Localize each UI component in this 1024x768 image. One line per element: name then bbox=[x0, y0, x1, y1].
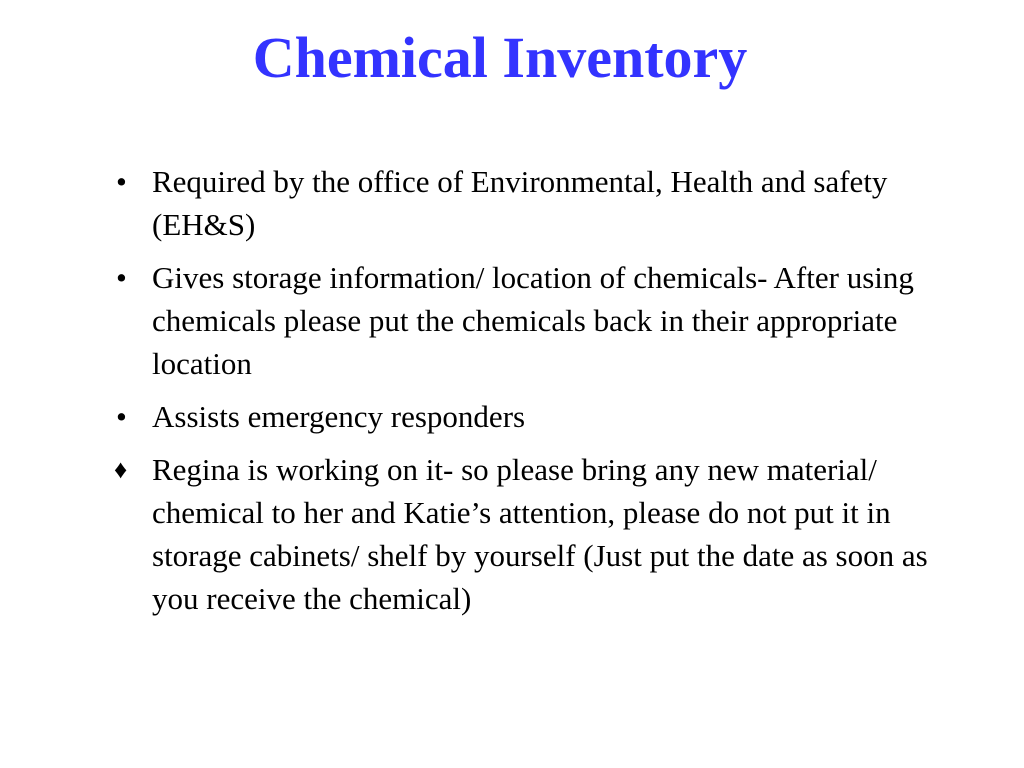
bullet-dot-icon: • bbox=[116, 260, 127, 295]
slide-title: Chemical Inventory bbox=[252, 25, 748, 90]
bullet-text: Regina is working on it- so please bring any new material/ chemical to her and Katie’s attention, please do not put it in storage cabinets/ shelf by yourself (Just put the date as soon as you receive the chemical) bbox=[152, 452, 928, 616]
bullet-text: Required by the office of Environmental, Health and safety (EH&S) bbox=[152, 164, 888, 242]
bullet-list bbox=[108, 160, 968, 630]
bullet-dot-icon: • bbox=[116, 399, 127, 434]
bullet-text: Gives storage information/ location of chemicals- After using chemicals please put the chemicals back in their appropriate location bbox=[152, 260, 914, 381]
bullet-item-storage-info bbox=[108, 256, 968, 385]
bullet-item-emergency bbox=[108, 395, 968, 438]
bullet-text: Assists emergency responders bbox=[152, 399, 526, 434]
diamond-bullet-icon: ♦ bbox=[114, 455, 128, 484]
bullet-item-required-by bbox=[108, 160, 968, 246]
bullet-item-regina-note bbox=[108, 448, 968, 620]
bullet-dot-icon: • bbox=[116, 164, 127, 199]
